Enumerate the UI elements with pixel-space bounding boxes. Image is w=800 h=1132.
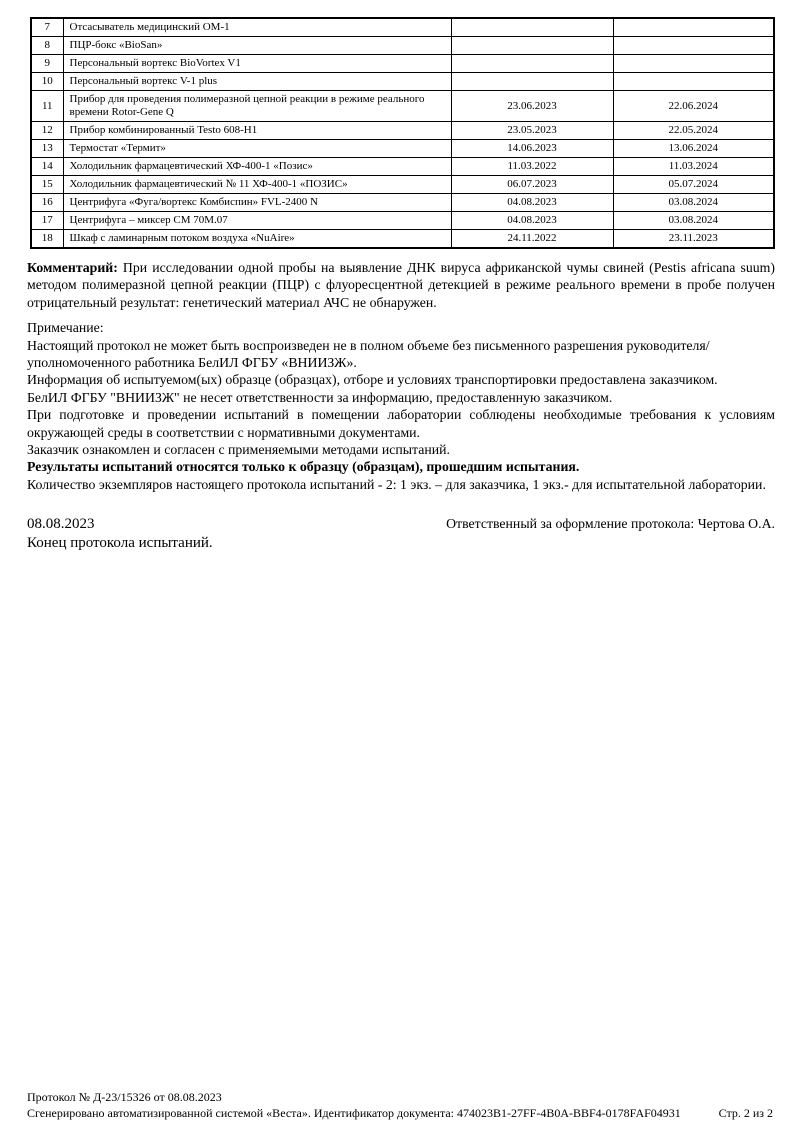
equipment-name-cell: Персональный вортекс BioVortex V1 — [63, 55, 451, 73]
equipment-table-body — [31, 18, 774, 248]
equipment-name-cell: Центрифуга «Фуга/вортекс Комбиспин» FVL-2400 N — [63, 194, 451, 212]
comment-text: При исследовании одной пробы на выявление ДНК вируса африканской чумы свиней (Pestis africana suum) методом полимеразной цепной реакции (ПЦР) с флуоресцентной детекцией в режиме реального времени в пробе получен отрицательный результат: генетический материал АЧС не обнаружен. — [27, 260, 775, 310]
row-number-cell: 15 — [31, 176, 63, 194]
equipment-name-cell: Прибор комбинированный Testo 608-H1 — [63, 122, 451, 140]
valid-until-date-cell — [613, 73, 774, 91]
note-line: БелИЛ ФГБУ "ВНИИЗЖ" не несет ответственности за информацию, предоставленную заказчиком. — [27, 389, 613, 405]
table-row — [31, 91, 774, 122]
page-footer — [27, 1090, 775, 1121]
equipment-table — [30, 17, 775, 249]
row-number-cell: 18 — [31, 230, 63, 249]
responsible-person: Ответственный за оформление протокола: Чертова О.А. — [446, 516, 775, 532]
valid-until-date-cell: 23.11.2023 — [613, 230, 774, 249]
row-number-cell: 10 — [31, 73, 63, 91]
valid-until-date-cell: 03.08.2024 — [613, 212, 774, 230]
row-number-cell: 9 — [31, 55, 63, 73]
equipment-name-cell: Шкаф с ламинарным потоком воздуха «NuAire» — [63, 230, 451, 249]
note-line: Заказчик ознакомлен и согласен с применяемыми методами испытаний. — [27, 442, 450, 458]
valid-until-date-cell — [613, 37, 774, 55]
row-number-cell: 12 — [31, 122, 63, 140]
table-row — [31, 140, 774, 158]
row-number-cell: 8 — [31, 37, 63, 55]
notes-section — [27, 319, 775, 493]
valid-until-date-cell: 05.07.2024 — [613, 176, 774, 194]
row-number-cell: 17 — [31, 212, 63, 230]
note-line: При подготовке и проведении испытаний в помещении лаборатории соблюдены необходимые требования к условиям окружающей среды в соответствии с нормативными документами. — [27, 407, 775, 440]
equipment-name-cell: Холодильник фармацевтический ХФ-400-1 «Позис» — [63, 158, 451, 176]
signature-row — [27, 514, 775, 534]
row-number-cell: 16 — [31, 194, 63, 212]
verification-date-cell: 14.06.2023 — [451, 140, 613, 158]
notes-label: Примечание: — [27, 320, 104, 336]
verification-date-cell: 23.05.2023 — [451, 122, 613, 140]
equipment-name-cell: Прибор для проведения полимеразной цепной реакции в режиме реального времени Rotor-Gene Q — [63, 91, 451, 122]
end-of-protocol-text: Конец протокола испытаний. — [27, 535, 213, 552]
valid-until-date-cell — [613, 18, 774, 37]
valid-until-date-cell: 13.06.2024 — [613, 140, 774, 158]
row-number-cell: 11 — [31, 91, 63, 122]
note-line: Информация об испытуемом(ых) образце (образцах), отборе и условиях транспортировки предоставлена заказчиком. — [27, 372, 718, 388]
table-row — [31, 230, 774, 249]
verification-date-cell: 06.07.2023 — [451, 176, 613, 194]
verification-date-cell: 04.08.2023 — [451, 212, 613, 230]
table-row — [31, 158, 774, 176]
equipment-name-cell: Отсасыватель медицинский ОМ-1 — [63, 18, 451, 37]
table-row — [31, 73, 774, 91]
table-row — [31, 194, 774, 212]
row-number-cell: 14 — [31, 158, 63, 176]
verification-date-cell: 23.06.2023 — [451, 91, 613, 122]
valid-until-date-cell: 22.06.2024 — [613, 91, 774, 122]
verification-date-cell: 04.08.2023 — [451, 194, 613, 212]
footer-generated-text: Сгенерировано автоматизированной системой «Веста». Идентификатор документа: 474023B1-27FF-4B0A-BBF4-0178FAF04931 — [27, 1105, 681, 1120]
footer-generated-row — [27, 1106, 775, 1122]
equipment-name-cell: Холодильник фармацевтический № 11 ХФ-400-1 «ПОЗИС» — [63, 176, 451, 194]
valid-until-date-cell — [613, 55, 774, 73]
equipment-name-cell: ПЦР-бокс «BioSan» — [63, 37, 451, 55]
equipment-name-cell: Центрифуга – миксер СМ 70М.07 — [63, 212, 451, 230]
protocol-date: 08.08.2023 — [27, 516, 95, 533]
table-row — [31, 18, 774, 37]
verification-date-cell — [451, 18, 613, 37]
verification-date-cell: 11.03.2022 — [451, 158, 613, 176]
row-number-cell: 7 — [31, 18, 63, 37]
valid-until-date-cell: 22.05.2024 — [613, 122, 774, 140]
table-row — [31, 176, 774, 194]
note-line: Настоящий протокол не может быть воспроизведен не в полном объеме без письменного разрешения руководителя/уполномоченного работника БелИЛ ФГБУ «ВНИИЗЖ». — [27, 337, 710, 371]
note-line: Количество экземпляров настоящего протокола испытаний - 2: 1 экз. – для заказчика, 1 экз.- для испытательной лаборатории. — [27, 476, 766, 492]
table-row — [31, 122, 774, 140]
valid-until-date-cell: 11.03.2024 — [613, 158, 774, 176]
table-row — [31, 55, 774, 73]
row-number-cell: 13 — [31, 140, 63, 158]
equipment-name-cell: Персональный вортекс V-1 plus — [63, 73, 451, 91]
valid-until-date-cell: 03.08.2024 — [613, 194, 774, 212]
equipment-name-cell: Термостат «Термит» — [63, 140, 451, 158]
verification-date-cell — [451, 37, 613, 55]
footer-protocol-number: Протокол № Д-23/15326 от 08.08.2023 — [27, 1090, 222, 1104]
comment-paragraph — [27, 259, 775, 311]
table-row — [31, 37, 774, 55]
table-row — [31, 212, 774, 230]
footer-page-number: Стр. 2 из 2 — [718, 1105, 773, 1120]
verification-date-cell — [451, 73, 613, 91]
verification-date-cell — [451, 55, 613, 73]
verification-date-cell: 24.11.2022 — [451, 230, 613, 249]
comment-label: Комментарий: — [27, 260, 118, 275]
note-line-results-bold: Результаты испытаний относятся только к образцу (образцам), прошедшим испытания. — [27, 459, 580, 475]
